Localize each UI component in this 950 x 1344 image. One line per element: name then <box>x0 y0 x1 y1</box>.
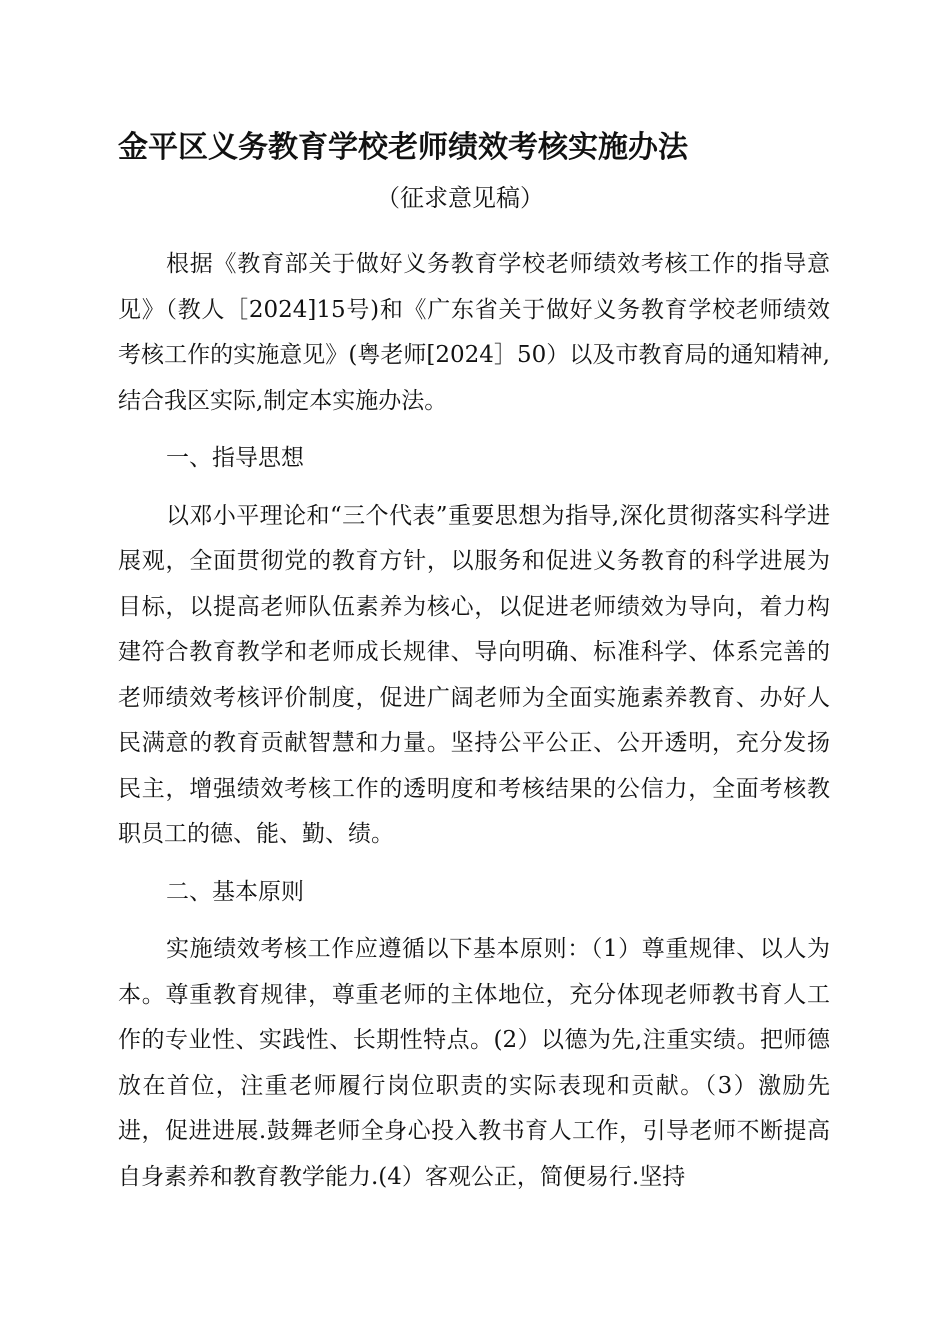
document-title: 金平区义务教育学校老师绩效考核实施办法 <box>118 130 688 165</box>
document-body <box>118 242 830 1200</box>
section-paragraph-basic-principles: 实施绩效考核工作应遵循以下基本原则：（1）尊重规律、以人为本。尊重教育规律，尊重老师的主体地位，充分体现老师教书育人工作的专业性、实践性、长期性特点。(2）以德为先,注重实绩。把师德放在首位，注重老师履行岗位职责的实际表现和贡献。（3）激励先进，促进进展.鼓舞老师全身心投入教书育人工作，引导老师不断提高自身素养和教育教学能力.(4）客观公正，简便易行.坚持 <box>118 936 830 1190</box>
section-heading-basic-principles: 二、基本原则 <box>166 878 304 905</box>
document-subtitle: （征求意见稿） <box>376 184 544 212</box>
section-heading-guiding-ideology: 一、指导思想 <box>166 445 304 471</box>
intro-paragraph: 根据《教育部关于做好义务教育学校老师绩效考核工作的指导意见》（教人［2024]15号)和《广东省关于做好义务教育学校老师绩效考核工作的实施意见》(粤老师[2024］50）以及市教育局的通知精神,结合我区实际,制定本实施办法。 <box>118 251 830 414</box>
section-paragraph-guiding-ideology: 以邓小平理论和“三个代表”重要思想为指导,深化贯彻落实科学进展观，全面贯彻党的教育方针，以服务和促进义务教育的科学进展为目标，以提高老师队伍素养为核心，以促进老师绩效为导向，着力构建符合教育教学和老师成长规律、导向明确、标准科学、体系完善的老师绩效考核评价制度，促进广阔老师为全面实施素养教育、办好人民满意的教育贡献智慧和力量。坚持公平公正、公开透明，充分发扬民主，增强绩效考核工作的透明度和考核结果的公信力，全面考核教职员工的德、能、勤、绩。 <box>118 502 830 847</box>
